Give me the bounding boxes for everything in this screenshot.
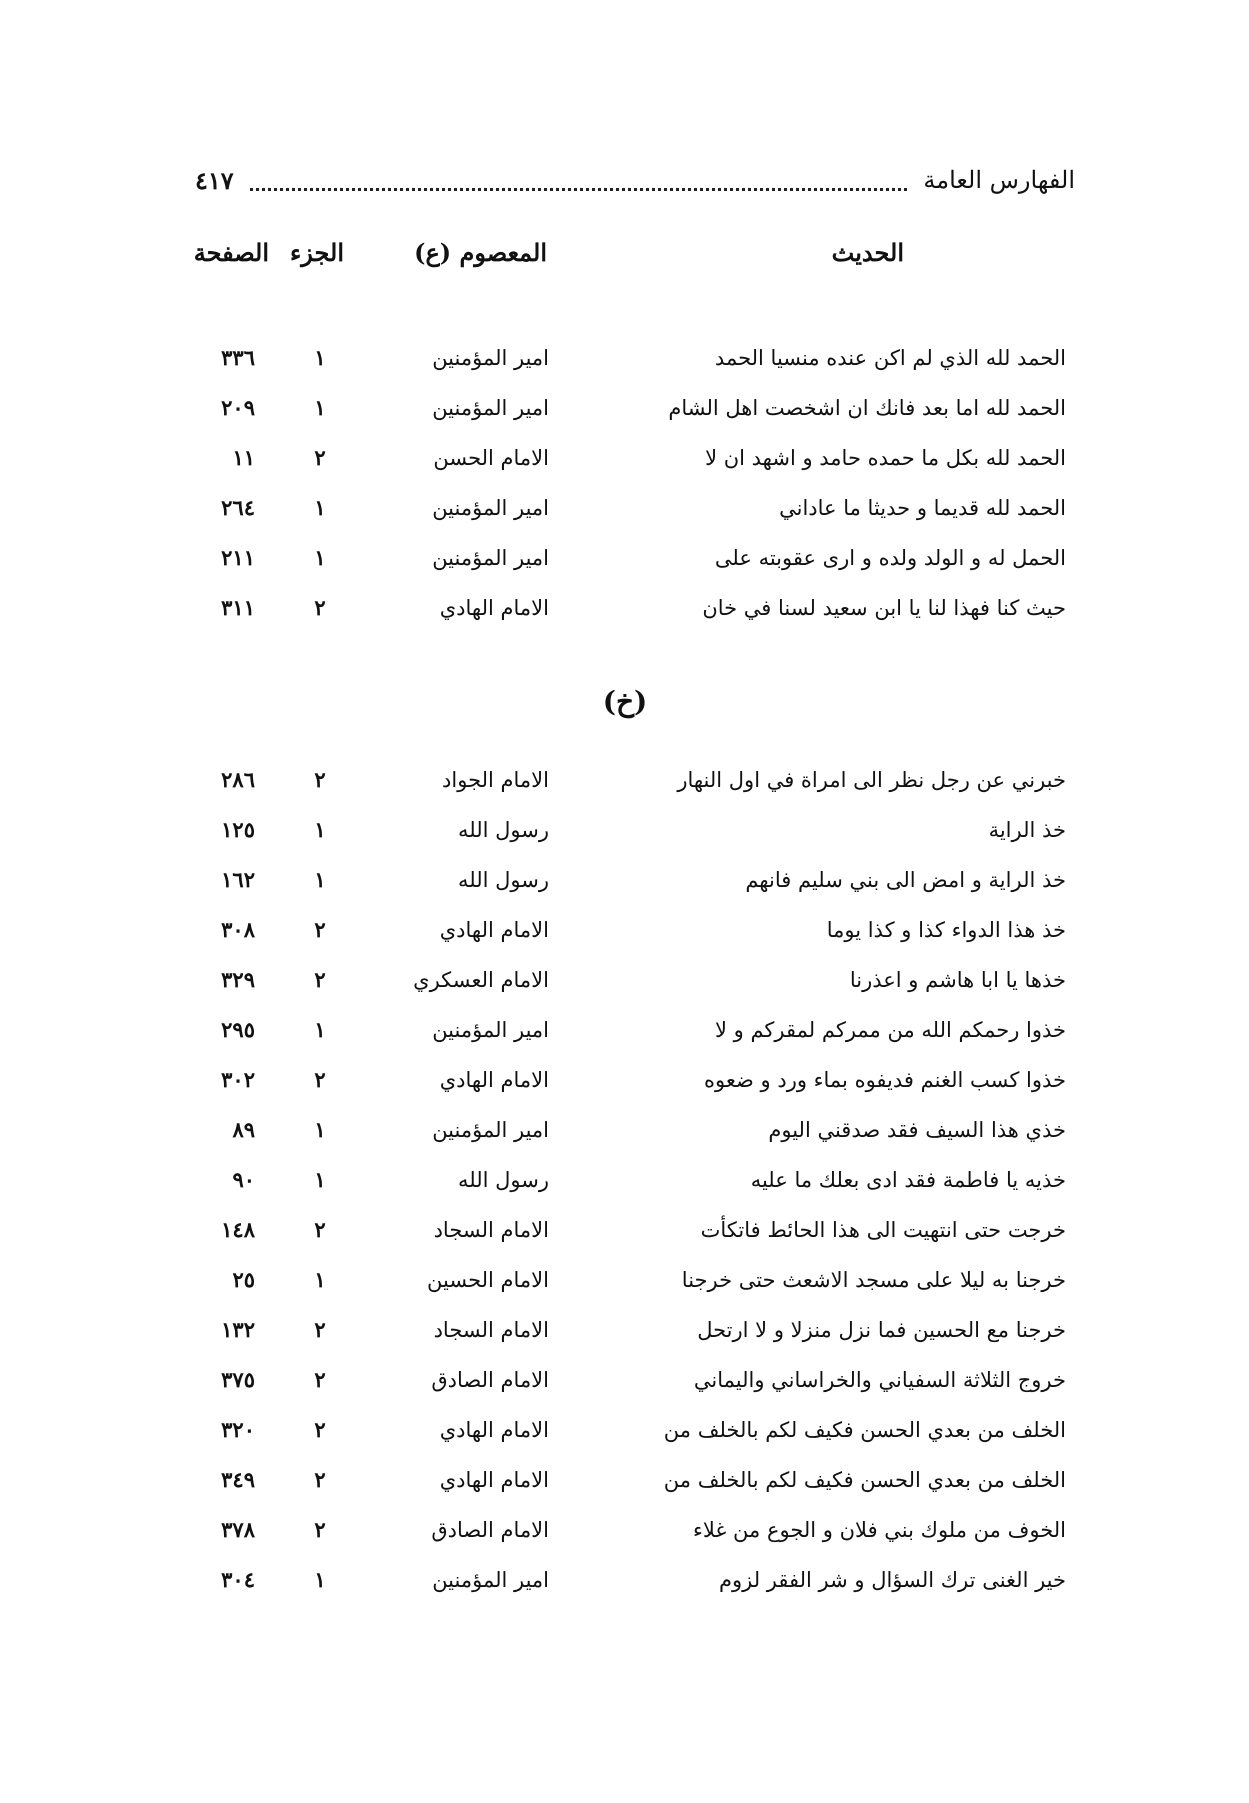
hadith-text: خذوا رحمكم الله من ممركم لمقركم و لا xyxy=(714,1018,1066,1042)
hadith-text: خذ الراية xyxy=(988,818,1066,842)
index-row xyxy=(0,960,1249,1010)
masum-name: الامام الحسين xyxy=(427,1268,549,1292)
hadith-text: الحمد لله قديما و حديثا ما عاداني xyxy=(779,496,1066,520)
hadith-text: الحمد لله اما بعد فانك ان اشخصت اهل الشام xyxy=(668,396,1066,420)
masum-name: الامام السجاد xyxy=(433,1318,549,1342)
index-row xyxy=(0,810,1249,860)
index-row xyxy=(0,588,1249,638)
page-reference: ٣٠٨ xyxy=(221,917,255,942)
page-reference: ٣٧٥ xyxy=(221,1367,255,1392)
volume-number: ١ xyxy=(314,545,326,570)
masum-name: امير المؤمنين xyxy=(432,496,549,520)
volume-number: ٢ xyxy=(314,1317,326,1342)
volume-number: ٢ xyxy=(314,1517,326,1542)
index-row xyxy=(0,1360,1249,1410)
masum-name: الامام الهادي xyxy=(439,918,549,942)
page-reference: ١٤٨ xyxy=(221,1217,255,1242)
page-reference: ٩٠ xyxy=(232,1167,255,1192)
masum-name: امير المؤمنين xyxy=(432,1118,549,1142)
volume-number: ٢ xyxy=(314,595,326,620)
page-reference: ٣٠٢ xyxy=(221,1067,255,1092)
masum-name: الامام السجاد xyxy=(433,1218,549,1242)
masum-name: امير المؤمنين xyxy=(432,546,549,570)
hadith-text: خذوا كسب الغنم فديفوه بماء ورد و ضعوه xyxy=(704,1068,1066,1092)
index-row xyxy=(0,1210,1249,1260)
page-reference: ٣٢٠ xyxy=(221,1417,255,1442)
masum-name: امير المؤمنين xyxy=(432,396,549,420)
volume-number: ١ xyxy=(314,1567,326,1592)
index-row xyxy=(0,1460,1249,1510)
masum-name: رسول الله xyxy=(458,818,549,842)
index-row xyxy=(0,488,1249,538)
page-reference: ٣٠٤ xyxy=(221,1567,255,1592)
masum-name: امير المؤمنين xyxy=(432,346,549,370)
index-row xyxy=(0,1510,1249,1560)
index-row xyxy=(0,910,1249,960)
hadith-text: خير الغنى ترك السؤال و شر الفقر لزوم xyxy=(718,1568,1066,1592)
masum-name: الامام العسكري xyxy=(413,968,549,992)
page-reference: ٢٩٥ xyxy=(221,1017,255,1042)
masum-name: امير المؤمنين xyxy=(432,1568,549,1592)
masum-name: رسول الله xyxy=(458,868,549,892)
entry-list-kha xyxy=(0,760,1249,1610)
volume-number: ٢ xyxy=(314,1067,326,1092)
page-reference: ٢٠٩ xyxy=(221,395,255,420)
index-row xyxy=(0,388,1249,438)
running-header xyxy=(195,160,1075,200)
hadith-text: خذيه يا فاطمة فقد ادى بعلك ما عليه xyxy=(750,1168,1066,1192)
hadith-text: خرجنا به ليلا على مسجد الاشعث حتى خرجنا xyxy=(681,1268,1066,1292)
masum-name: الامام الهادي xyxy=(439,1468,549,1492)
hadith-text: الخلف من بعدي الحسن فكيف لكم بالخلف من xyxy=(663,1468,1066,1492)
masum-name: الامام الهادي xyxy=(439,1068,549,1092)
volume-number: ٢ xyxy=(314,1217,326,1242)
hadith-text: خذها يا ابا هاشم و اعذرنا xyxy=(849,968,1066,992)
section-letter-kha: (خ) xyxy=(602,685,648,718)
hadith-text: خذ هذا الدواء كذا و كذا يوما xyxy=(826,918,1066,942)
hadith-text: حيث كنا فهذا لنا يا ابن سعيد لسنا في خان xyxy=(702,596,1066,620)
hadith-text: الحمد لله بكل ما حمده حامد و اشهد ان لا xyxy=(705,446,1066,470)
index-row xyxy=(0,538,1249,588)
column-header-masum: المعصوم (ع) xyxy=(414,238,547,267)
volume-number: ١ xyxy=(314,867,326,892)
page-reference: ٣١١ xyxy=(221,595,255,620)
index-row xyxy=(0,1160,1249,1210)
page-reference: ٣٣٦ xyxy=(221,345,255,370)
running-title: الفهارس العامة xyxy=(923,166,1075,194)
volume-number: ١ xyxy=(314,1267,326,1292)
volume-number: ١ xyxy=(314,817,326,842)
index-row xyxy=(0,760,1249,810)
index-row xyxy=(0,1010,1249,1060)
hadith-text: الحمل له و الولد ولده و ارى عقوبته على xyxy=(714,546,1066,570)
hadith-text: خرجنا مع الحسين فما نزل منزلا و لا ارتحل xyxy=(697,1318,1066,1342)
masum-name: الامام الهادي xyxy=(439,596,549,620)
hadith-text: الخلف من بعدي الحسن فكيف لكم بالخلف من xyxy=(663,1418,1066,1442)
hadith-text: خذي هذا السيف فقد صدقني اليوم xyxy=(768,1118,1066,1142)
index-row xyxy=(0,1110,1249,1160)
hadith-text: الخوف من ملوك بني فلان و الجوع من غلاء xyxy=(692,1518,1066,1542)
dot-leader xyxy=(250,170,908,191)
page-reference: ٣٧٨ xyxy=(221,1517,255,1542)
hadith-text: خرجت حتى انتهيت الى هذا الحائط فاتكأت xyxy=(700,1218,1066,1242)
index-row xyxy=(0,1060,1249,1110)
page-reference: ١٣٢ xyxy=(221,1317,255,1342)
entry-list-ha xyxy=(0,338,1249,638)
index-row xyxy=(0,1310,1249,1360)
volume-number: ١ xyxy=(314,1167,326,1192)
masum-name: الامام الصادق xyxy=(431,1368,549,1392)
masum-name: الامام الحسن xyxy=(433,446,549,470)
page-reference: ٨٩ xyxy=(232,1117,255,1142)
column-header-hadith: الحديث xyxy=(831,238,904,267)
column-header-page: الصفحة xyxy=(193,238,269,267)
page-reference: ٣٢٩ xyxy=(221,967,255,992)
masum-name: الامام الهادي xyxy=(439,1418,549,1442)
page-reference: ٢١١ xyxy=(221,545,255,570)
volume-number: ١ xyxy=(314,1117,326,1142)
page-reference: ٢٨٦ xyxy=(221,767,255,792)
volume-number: ٢ xyxy=(314,1467,326,1492)
masum-name: امير المؤمنين xyxy=(432,1018,549,1042)
index-row xyxy=(0,438,1249,488)
masum-name: الامام الصادق xyxy=(431,1518,549,1542)
index-row xyxy=(0,1410,1249,1460)
volume-number: ١ xyxy=(314,495,326,520)
page-reference: ٢٦٤ xyxy=(221,495,255,520)
page-reference: ٢٥ xyxy=(232,1267,255,1292)
volume-number: ٢ xyxy=(314,1367,326,1392)
volume-number: ١ xyxy=(314,345,326,370)
page-reference: ١٢٥ xyxy=(221,817,255,842)
volume-number: ٢ xyxy=(314,445,326,470)
page-number: ٤١٧ xyxy=(195,165,234,195)
volume-number: ١ xyxy=(314,395,326,420)
masum-name: الامام الجواد xyxy=(442,768,549,792)
volume-number: ٢ xyxy=(314,917,326,942)
page-reference: ١٦٢ xyxy=(221,867,255,892)
page-reference: ١١ xyxy=(232,445,255,470)
index-row xyxy=(0,1560,1249,1610)
hadith-text: خذ الراية و امض الى بني سليم فانهم xyxy=(745,868,1066,892)
hadith-text: خروج الثلاثة السفياني والخراساني واليماني xyxy=(693,1368,1066,1392)
index-row xyxy=(0,860,1249,910)
volume-number: ٢ xyxy=(314,767,326,792)
page-reference: ٣٤٩ xyxy=(221,1467,255,1492)
volume-number: ٢ xyxy=(314,967,326,992)
index-row xyxy=(0,338,1249,388)
index-row xyxy=(0,1260,1249,1310)
volume-number: ١ xyxy=(314,1017,326,1042)
hadith-text: خبرني عن رجل نظر الى امراة في اول النهار xyxy=(677,768,1066,792)
masum-name: رسول الله xyxy=(458,1168,549,1192)
column-header-juz: الجزء xyxy=(290,238,344,267)
volume-number: ٢ xyxy=(314,1417,326,1442)
hadith-text: الحمد لله الذي لم اكن عنده منسيا الحمد xyxy=(714,346,1066,370)
